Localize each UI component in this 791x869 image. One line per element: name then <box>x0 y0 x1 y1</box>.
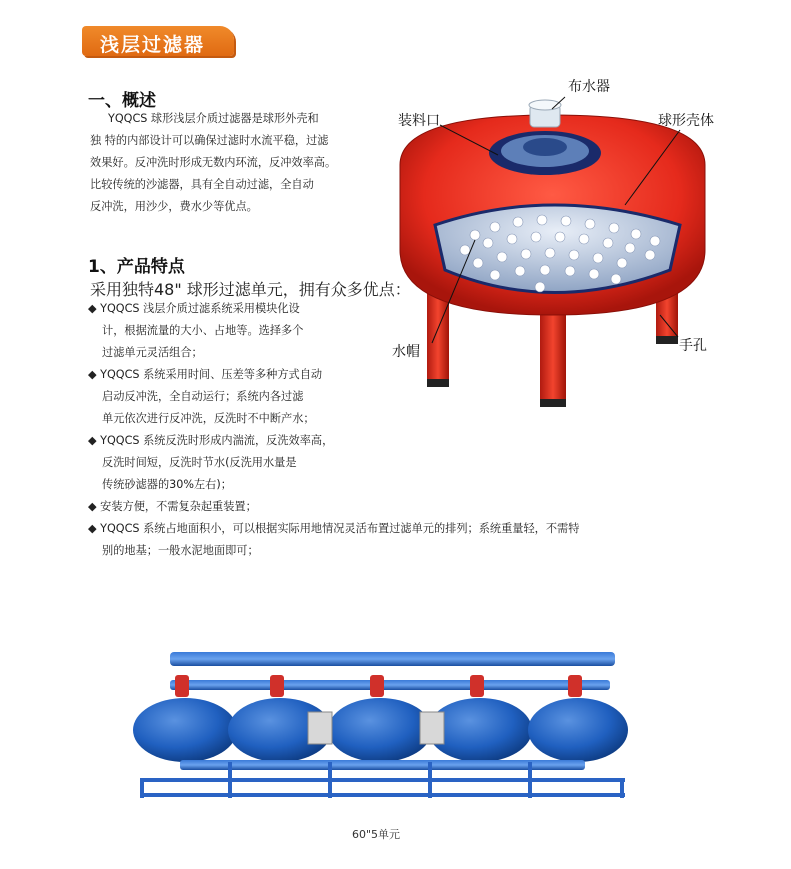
label-distributor: 布水器 <box>568 79 610 95</box>
page-title: 浅层过滤器 <box>100 34 206 56</box>
feature-line: YQQCS 系统占地面积小，可以根据实际用地情况灵活布置过滤单元的排列；系统重量轻，不需特 <box>100 522 580 535</box>
feature-line: 安装方便，不需复杂起重装置； <box>100 500 257 513</box>
label-shell: 球形壳体 <box>658 113 714 129</box>
feature-line: 单元依次进行反冲洗，反洗时不中断产水； <box>102 412 315 425</box>
feature-line: YQQCS 系统采用时间、压差等多种方式自动 <box>100 368 323 381</box>
five-unit-system-photo <box>130 630 635 810</box>
overview-line: 反冲洗，用沙少，费水少等优点。 <box>90 200 258 213</box>
features-heading: 1、产品特点 <box>88 257 185 277</box>
overview-paragraph <box>90 108 380 218</box>
bullet-icon: ◆ <box>88 500 97 513</box>
feature-line: 启动反冲洗，全自动运行；系统内各过滤 <box>102 390 304 403</box>
filter-tanks <box>133 698 628 762</box>
bottom-pipe <box>180 760 585 770</box>
overview-heading: 一、概述 <box>88 91 156 111</box>
feature-line: 过滤单元灵活组合； <box>102 346 203 359</box>
control-box <box>420 712 444 744</box>
bullet-icon: ◆ <box>88 302 97 315</box>
feature-line: 反洗时间短，反洗时节水(反洗用水量是 <box>102 456 297 469</box>
bullet-icon: ◆ <box>88 368 97 381</box>
features-intro: 采用独特48" 球形过滤单元，拥有众多优点： <box>90 280 411 299</box>
header-pipe <box>170 680 610 690</box>
feature-line: 传统砂滤器的30%左右)； <box>102 478 232 491</box>
leg-foot <box>427 379 449 387</box>
overview-line: YQQCS 球形浅层介质过滤器是球形外壳和 <box>108 112 319 125</box>
photo-caption: 60"5单元 <box>352 828 401 841</box>
overview-line: 比较传统的沙滤器，具有全自动过滤，全自动 <box>90 178 314 191</box>
bullet-icon: ◆ <box>88 522 97 535</box>
feature-line: 别的地基；一般水泥地面即可； <box>102 544 259 557</box>
leg-foot <box>656 336 678 344</box>
overview-line: 独 特的内部设计可以确保过滤时水流平稳，过滤 <box>90 134 329 147</box>
feature-line: 计，根据流量的大小、占地等。选择多个 <box>102 324 304 337</box>
header-pipe <box>170 652 615 666</box>
label-inlet: 装料口 <box>398 113 440 129</box>
feature-line: YQQCS 系统反洗时形成内湍流，反洗效率高， <box>100 434 334 447</box>
leg-foot <box>540 399 566 407</box>
label-handhole: 手孔 <box>679 338 707 354</box>
overview-line: 效果好。反冲洗时形成无数内环流，反冲效率高。 <box>90 156 337 169</box>
control-box <box>308 712 332 744</box>
label-water-cap: 水帽 <box>392 344 420 360</box>
feature-line: YQQCS 浅层介质过滤系统采用模块化设 <box>100 302 300 315</box>
bullet-icon: ◆ <box>88 434 97 447</box>
